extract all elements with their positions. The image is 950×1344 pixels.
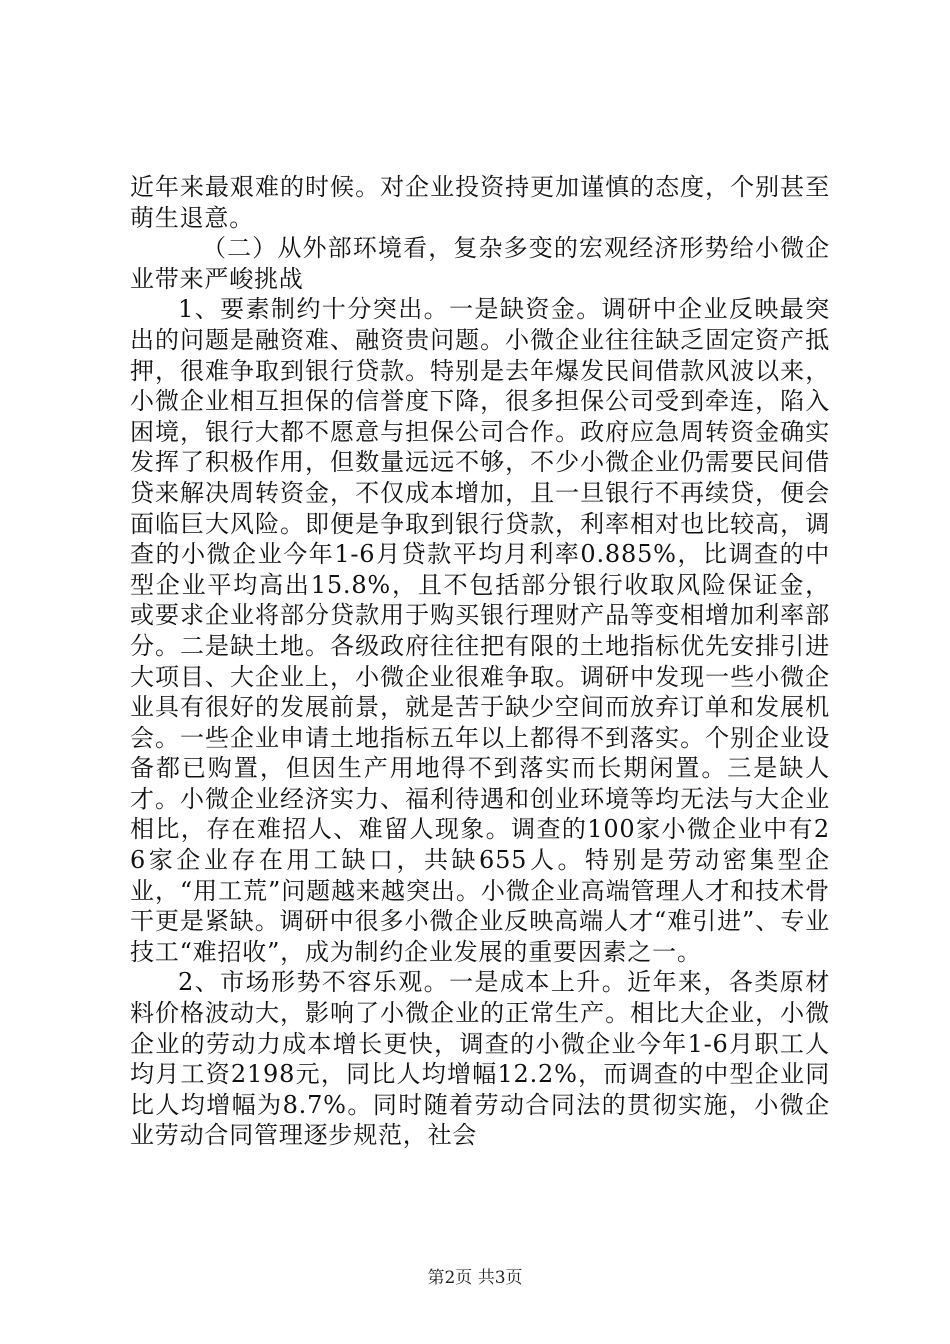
paragraph-market-situation: 2、市场形势不容乐观。一是成本上升。近年来，各类原材料价格波动大，影响了小微企业的正常生产。相比大企业，小微企业的劳动力成本增长更快，调查的小微企业今年1-6月职工人均月工资2198元，同比人均增幅12.2%，而调查的中型企业同比人均增幅为8.7%。同时随着劳动合同法的贯彻实施，小微企业劳动合同管理逐步规范，社会: [130, 968, 830, 1150]
section-heading: （二）从外部环境看，复杂多变的宏观经济形势给小微企业带来严峻挑战: [130, 234, 830, 293]
paragraph-continuation: 近年来最艰难的时候。对企业投资持更加谨慎的态度，个别甚至萌生退意。: [130, 173, 830, 232]
page-footer: 第2页 共3页: [427, 1268, 523, 1288]
document-body: [130, 172, 830, 1151]
paragraph-factor-constraints: 1、要素制约十分突出。一是缺资金。调研中企业反映最突出的问题是融资难、融资贵问题。小微企业往往缺乏固定资产抵押，很难争取到银行贷款。特别是去年爆发民间借款风波以来，小微企业相互担保的信誉度下降，很多担保公司受到牵连，陷入困境，银行大都不愿意与担保公司合作。政府应急周转资金确实发挥了积极作用，但数量远远不够，不少小微企业仍需要民间借贷来解决周转资金，不仅成本增加，且一旦银行不再续贷，便会面临巨大风险。即便是争取到银行贷款，利率相对也比较高，调查的小微企业今年1-6月贷款平均月利率0.885%，比调查的中型企业平均高出15.8%，且不包括部分银行收取风险保证金，或要求企业将部分贷款用于购买银行理财产品等变相增加利率部分。二是缺土地。各级政府往往把有限的土地指标优先安排引进大项目、大企业上，小微企业很难争取。调研中发现一些小微企业具有很好的发展前景，就是苦于缺少空间而放弃订单和发展机会。一些企业申请土地指标五年以上都得不到落实。个别企业设备都已购置，但因生产用地得不到落实而长期闲置。三是缺人才。小微企业经济实力、福利待遇和创业环境等均无法与大企业相比，存在难招人、难留人现象。调查的100家小微企业中有26家企业存在用工缺口，共缺655人。特别是劳动密集型企业，“用工荒”问题越来越突出。小微企业高端管理人才和技术骨干更是紧缺。调研中很多小微企业反映高端人才“难引进”、专业技工“难招收”，成为制约企业发展的重要因素之一。: [130, 295, 830, 966]
